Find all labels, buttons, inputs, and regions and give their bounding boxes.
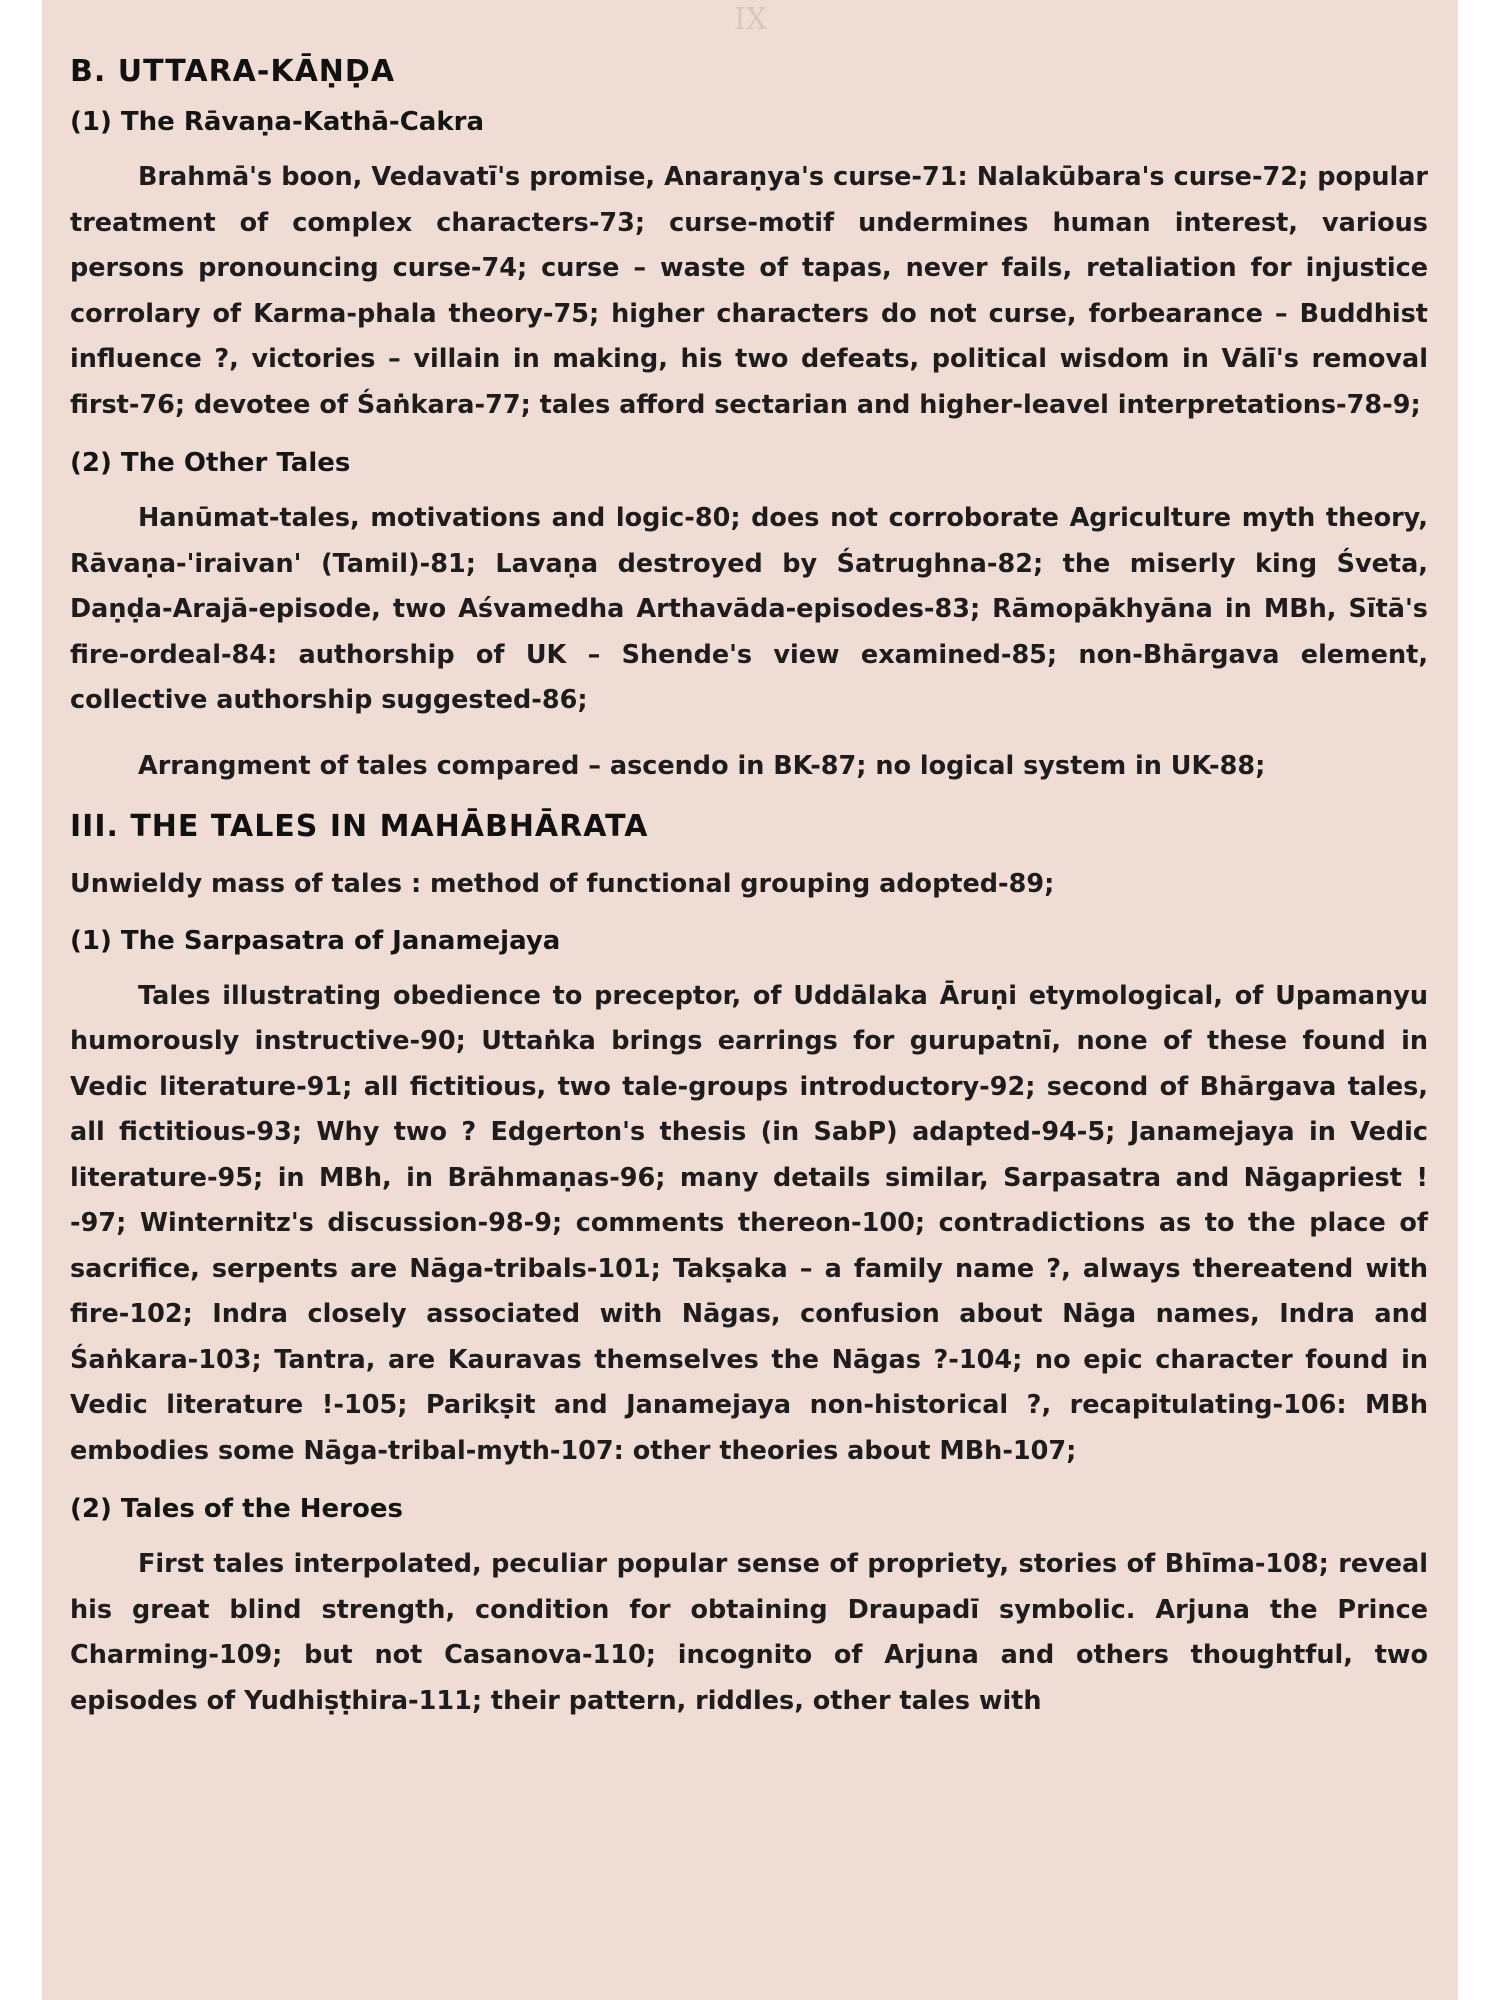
mahabharata-intro: Unwieldy mass of tales : method of functional grouping adopted-89; [70, 869, 1055, 899]
other-tales-heading: (2) The Other Tales [70, 448, 351, 478]
book-page [42, 0, 1458, 2000]
arrangement-text: Arrangment of tales compared – ascendo in BK-87; no logical system in UK-88; [138, 750, 1266, 781]
ravana-katha-text: Brahmā's boon, Vedavatī's promise, Anaraṇya's curse-71: Nalakūbara's curse-72; popular treatment of complex characters-73; curse-motif undermines human interest, various persons pronouncing curse-74; curse – waste of tapas, never fails, retaliation for injustice corrolary of Karma-phala theory-75; higher characters do not curse, forbearance – Buddhist influence ?, victories – villain in making, his two defeats, political wisdom in Vālī's removal first-76; devotee of Śaṅkara-77; tales afford sectarian and higher-leavel interpretations-78-9; [70, 162, 1428, 420]
mahabharata-heading: III. THE TALES IN MAHĀBHĀRATA [70, 809, 649, 844]
ravana-katha-heading: (1) The Rāvaṇa-Kathā-Cakra [70, 107, 484, 137]
sarpasatra-text: Tales illustrating obedience to preceptor, of Uddālaka Āruṇi etymological, of Upamanyu humorously instructive-90; Uttaṅka brings earrings for gurupatnī, none of these found in Vedic literature-91; all fictitious, two tale-groups introductory-92; second of Bhārgava tales, all fictitious-93; Why two ? Edgerton's thesis (in SabP) adapted-94-5; Janamejaya in Vedic literature-95; in MBh, in Brāhmaṇas-96; many details similar, Sarpasatra and Nāgapriest ! -97; Winternitz's discussion-98-9; comments thereon-100; contradictions as to the place of sacrifice, serpents are Nāga-tribals-101; Takṣaka – a family name ?, always thereatend with fire-102; Indra closely associated with Nāgas, confusion about Nāga names, Indra and Śaṅkara-103; Tantra, are Kauravas themselves the Nāgas ?-104; no epic character found in Vedic literature !-105; Parikṣit and Janamejaya non-historical ?, recapitulating-106: MBh embodies some Nāga-tribal-myth-107: other theories about MBh-107; [70, 980, 1428, 1466]
heroes-heading: (2) Tales of the Heroes [70, 1494, 403, 1524]
uttara-kanda-heading: B. UTTARA-KĀṆḌA [70, 54, 396, 89]
heroes-text: First tales interpolated, peculiar popular sense of propriety, stories of Bhīma-108; reveal his great blind strength, condition for obtaining Draupadī symbolic. Arjuna the Prince Charming-109; but not Casanova-110; incognito of Arjuna and others thoughtful, two episodes of Yudhiṣṭhira-111; their pattern, riddles, other tales with [70, 1549, 1428, 1716]
other-tales-text: Hanūmat-tales, motivations and logic-80; does not corroborate Agriculture myth theory, Rāvaṇa-'iraivan' (Tamil)-81; Lavaṇa destroyed by Śatrughna-82; the miserly king Śveta, Daṇḍa-Arajā-episode, two Aśvamedha Arthavāda-episodes-83; Rāmopākhyāna in MBh, Sītā's fire-ordeal-84: authorship of UK – Shende's view examined-85; non-Bhārgava element, collective authorship suggested-86; [70, 503, 1428, 715]
sarpasatra-heading: (1) The Sarpasatra of Janamejaya [70, 925, 561, 956]
page-number: IX [734, 2, 768, 37]
